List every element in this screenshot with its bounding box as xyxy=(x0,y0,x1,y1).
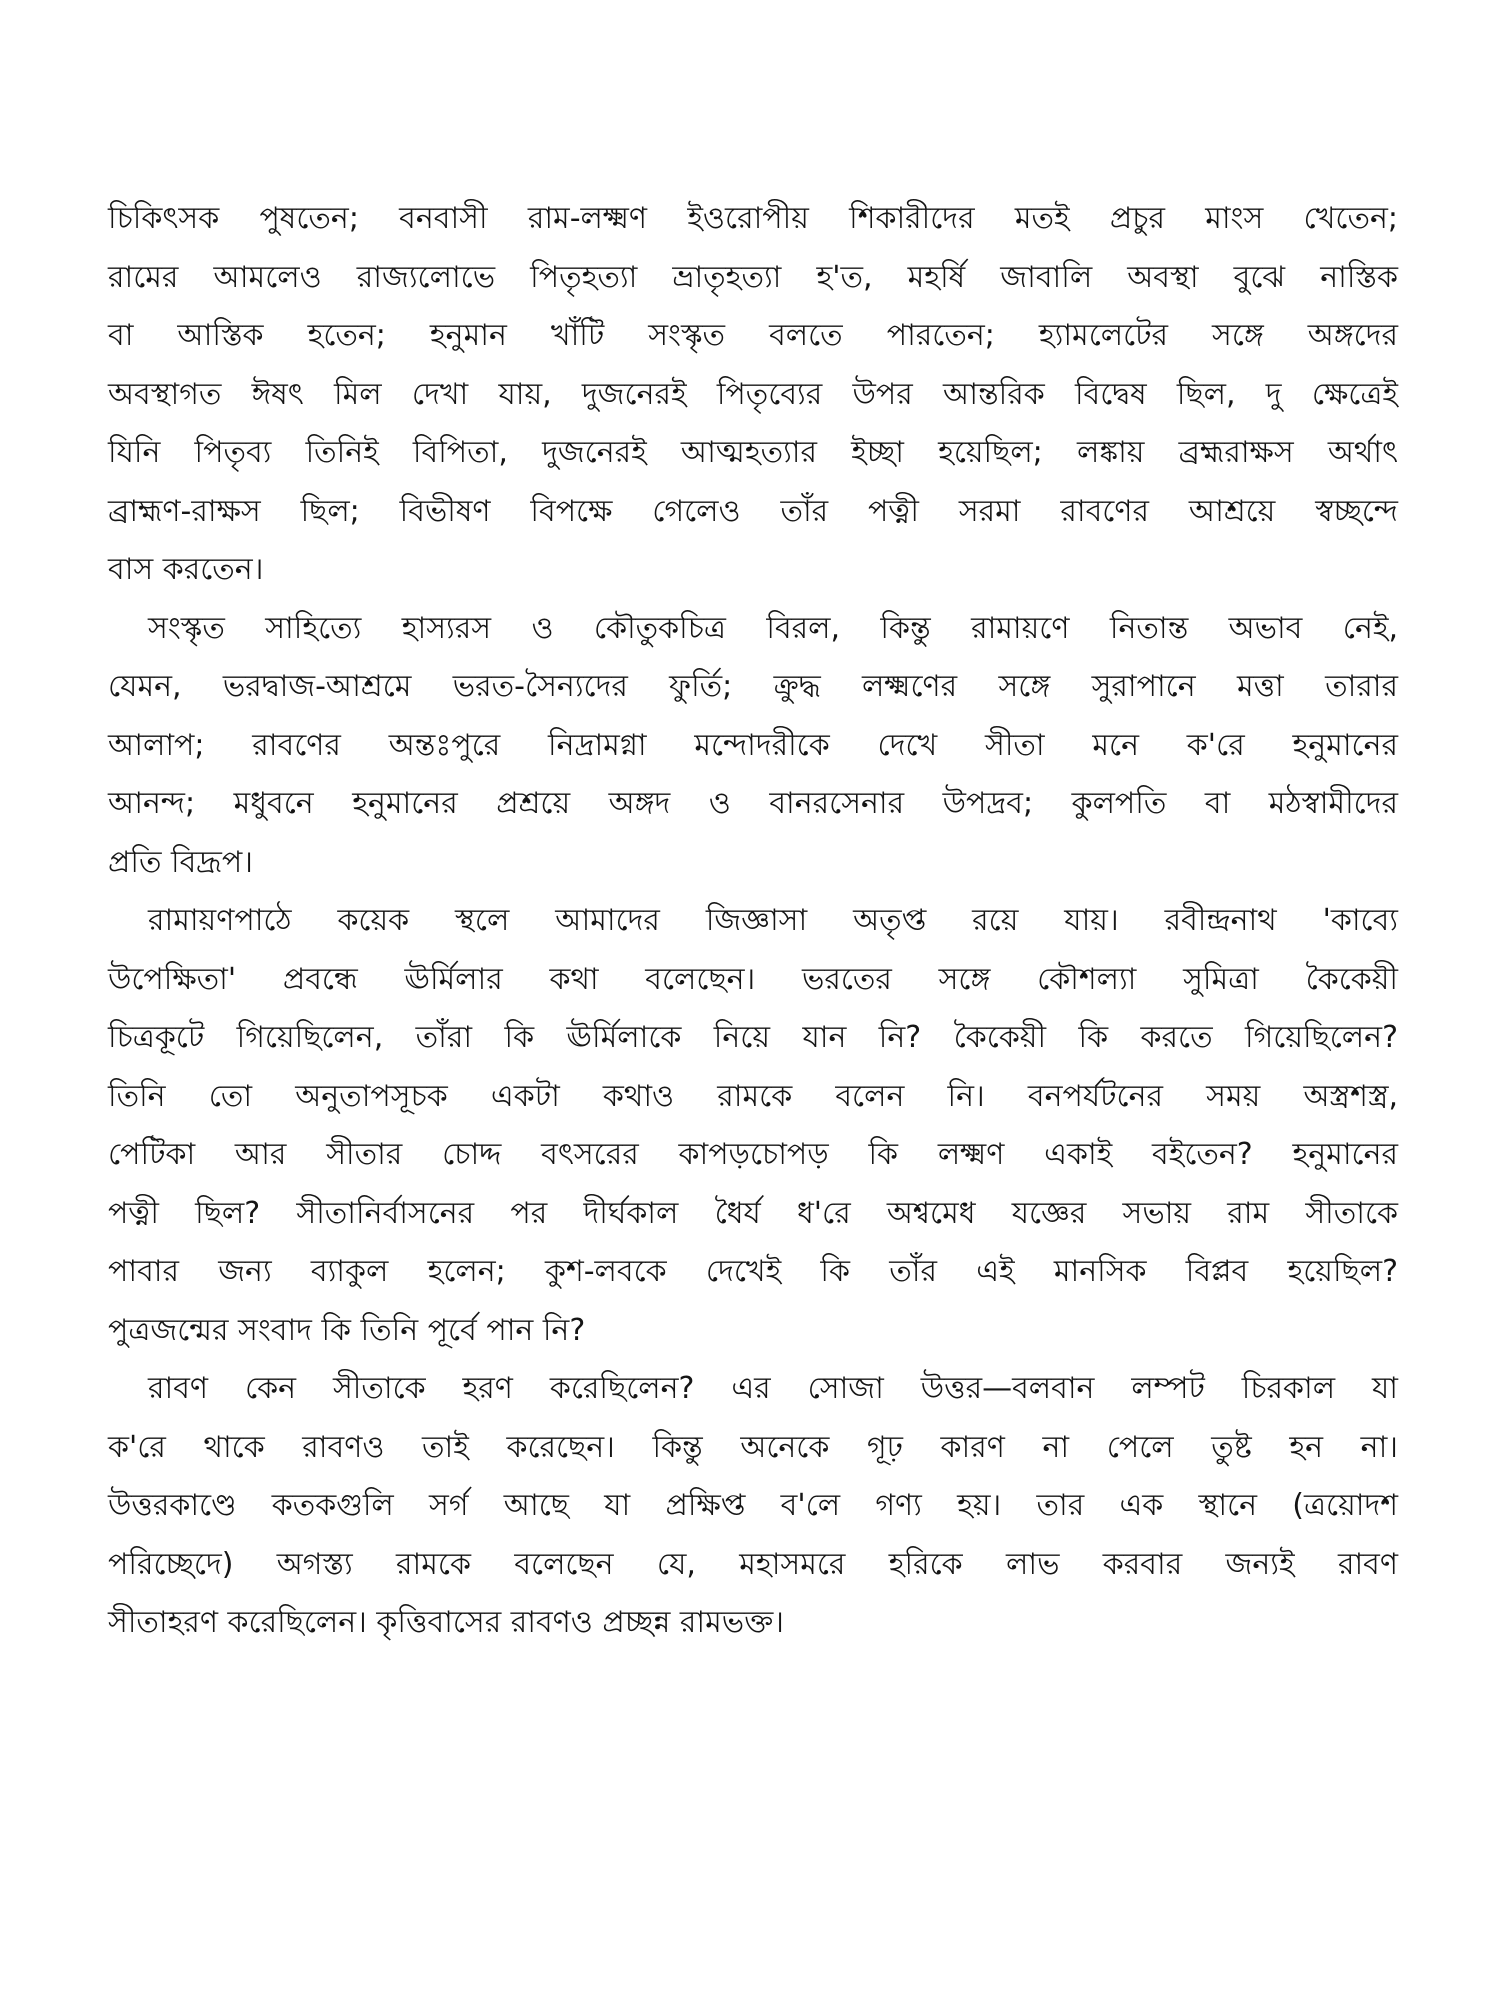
text-line: পত্নী ছিল? সীতানির্বাসনের পর দীর্ঘকাল ধৈর্য ধ'রে অশ্বমেধ যজ্ঞের সভায় রাম সীতাকে xyxy=(108,1195,1398,1231)
text-line: চিকিৎসক পুষতেন; বনবাসী রাম-লক্ষ্মণ ইওরোপীয় শিকারীদের মতই প্রচুর মাংস খেতেন; xyxy=(108,201,1398,236)
paragraph-1 xyxy=(108,190,1398,600)
text-line: তিনি তো অনুতাপসূচক একটা কথাও রামকে বলেন নি। বনপর্যটনের সময় অস্ত্রশস্ত্র, xyxy=(108,1078,1398,1114)
paragraph-3 xyxy=(108,892,1398,1360)
text-line: উত্তরকাণ্ডে কতকগুলি সর্গ আছে যা প্রক্ষিপ্ত ব'লে গণ্য হয়। তার এক স্থানে (ত্রয়োদশ xyxy=(108,1488,1398,1523)
text-line: সীতাহরণ করেছিলেন। কৃত্তিবাসের রাবণও প্রচ্ছন্ন রামভক্ত। xyxy=(108,1605,784,1640)
text-line: আলাপ; রাবণের অন্তঃপুরে নিদ্রামগ্না মন্দোদরীকে দেখে সীতা মনে ক'রে হনুমানের xyxy=(108,727,1398,763)
text-line: বাস করতেন। xyxy=(108,552,264,587)
text-line: ক'রে থাকে রাবণও তাই করেছেন। কিন্তু অনেকে গূঢ় কারণ না পেলে তুষ্ট হন না। xyxy=(108,1429,1398,1465)
text-line: যেমন, ভরদ্বাজ-আশ্রমে ভরত-সৈন্যদের ফুর্তি; ক্রুদ্ধ লক্ষ্মণের সঙ্গে সুরাপানে মত্তা তারার xyxy=(108,669,1398,704)
text-line: সংস্কৃত সাহিত্যে হাস্যরস ও কৌতুকচিত্র বিরল, কিন্তু রামায়ণে নিতান্ত অভাব নেই, xyxy=(148,610,1398,646)
text-line: বা আস্তিক হতেন; হনুমান খাঁটি সংস্কৃত বলতে পারতেন; হ্যামলেটের সঙ্গে অঙ্গদের xyxy=(108,318,1398,353)
text-line: রামায়ণপাঠে কয়েক স্থলে আমাদের জিজ্ঞাসা অতৃপ্ত রয়ে যায়। রবীন্দ্রনাথ 'কাব্যে xyxy=(148,903,1398,938)
text-line: পুত্রজন্মের সংবাদ কি তিনি পূর্বে পান নি? xyxy=(108,1312,586,1348)
document-page xyxy=(108,190,1398,1653)
text-line: প্রতি বিদ্রূপ। xyxy=(108,844,254,880)
text-line: ব্রাহ্মণ-রাক্ষস ছিল; বিভীষণ বিপক্ষে গেলেও তাঁর পত্নী সরমা রাবণের আশ্রয়ে স্বচ্ছন্দে xyxy=(108,493,1398,529)
paragraph-2 xyxy=(108,600,1398,893)
text-line: পেটিকা আর সীতার চোদ্দ বৎসরের কাপড়চোপড় কি লক্ষ্মণ একাই বইতেন? হনুমানের xyxy=(108,1137,1398,1172)
text-line: চিত্রকূটে গিয়েছিলেন, তাঁরা কি ঊর্মিলাকে নিয়ে যান নি? কৈকেয়ী কি করতে গিয়েছিলেন? xyxy=(108,1020,1398,1055)
text-line: পরিচ্ছেদে) অগস্ত্য রামকে বলেছেন যে, মহাসমরে হরিকে লাভ করবার জন্যই রাবণ xyxy=(108,1546,1398,1582)
text-line: অবস্থাগত ঈষৎ মিল দেখা যায়, দুজনেরই পিতৃব্যের উপর আন্তরিক বিদ্বেষ ছিল, দু ক্ষেত্রেই xyxy=(108,376,1398,412)
text-line: পাবার জন্য ব্যাকুল হলেন; কুশ-লবকে দেখেই কি তাঁর এই মানসিক বিপ্লব হয়েছিল? xyxy=(108,1254,1398,1289)
text-line: রাবণ কেন সীতাকে হরণ করেছিলেন? এর সোজা উত্তর—বলবান লম্পট চিরকাল যা xyxy=(148,1371,1398,1406)
text-line: আনন্দ; মধুবনে হনুমানের প্রশ্রয়ে অঙ্গদ ও বানরসেনার উপদ্রব; কুলপতি বা মঠস্বামীদের xyxy=(108,786,1398,821)
text-line: উপেক্ষিতা' প্রবন্ধে ঊর্মিলার কথা বলেছেন। ভরতের সঙ্গে কৌশল্যা সুমিত্রা কৈকেয়ী xyxy=(108,961,1398,997)
text-line: যিনি পিতৃব্য তিনিই বিপিতা, দুজনেরই আত্মহত্যার ইচ্ছা হয়েছিল; লঙ্কায় ব্রহ্মরাক্ষস অর্থাৎ xyxy=(108,435,1398,470)
text-line: রামের আমলেও রাজ্যলোভে পিতৃহত্যা ভ্রাতৃহত্যা হ'ত, মহর্ষি জাবালি অবস্থা বুঝে নাস্তিক xyxy=(108,259,1398,295)
paragraph-4 xyxy=(108,1360,1398,1653)
